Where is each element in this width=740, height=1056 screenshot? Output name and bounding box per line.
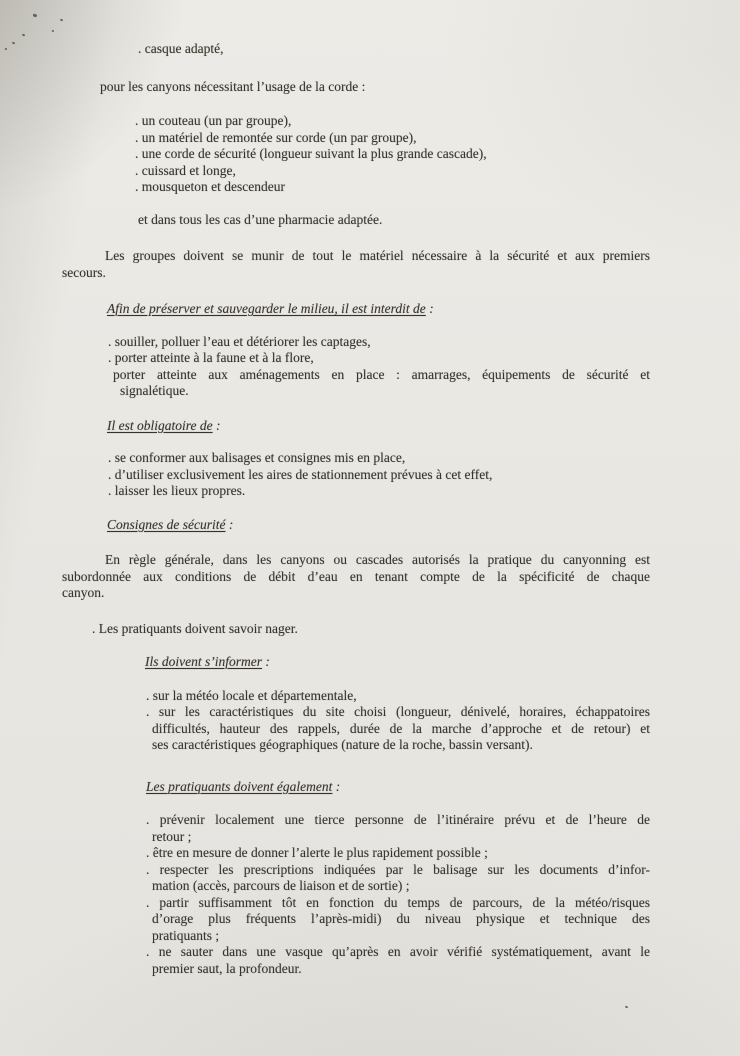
text-line (146, 812, 650, 829)
text-line (152, 878, 650, 895)
text-line (138, 212, 650, 229)
text-run: . un matériel de remontée sur corde (un par groupe), (135, 129, 417, 145)
text-line (152, 911, 650, 928)
section-heading (107, 301, 650, 318)
text-line (120, 383, 650, 400)
text-run: . porter atteinte à la faune et à la flore, (108, 350, 314, 365)
text-line (108, 450, 650, 467)
text-line (146, 944, 650, 961)
text-run: difficultés, hauteur des rappels, durée de la marche d’approche et de retour) et (152, 720, 650, 736)
text-run: Les pratiquants doivent également (146, 778, 333, 794)
text-line (135, 130, 650, 147)
text-line (146, 688, 650, 705)
text-line (105, 552, 650, 569)
text-run: Il est obligatoire de (107, 417, 213, 433)
text-line (138, 41, 650, 58)
text-run: . un couteau (un par groupe), (135, 113, 292, 128)
section-heading (145, 654, 650, 671)
text-run: retour ; (152, 828, 192, 844)
heading-colon: : (262, 654, 270, 669)
text-run: . laisser les lieux propres. (108, 483, 246, 498)
text-line (152, 721, 650, 738)
text-run: signalétique. (120, 383, 189, 398)
text-run: Consignes de sécurité (107, 516, 226, 532)
heading-colon: : (212, 417, 221, 433)
heading-colon: : (425, 301, 434, 316)
text-line (146, 895, 650, 912)
text-run: subordonnée aux conditions de débit d’eau en tenant compte de la spécificité de chaque (62, 568, 650, 584)
text-line (105, 248, 650, 265)
text-run: porter atteinte aux aménagements en place : amarrages, équipements de sécurité et (113, 366, 650, 382)
text-line (108, 350, 650, 367)
text-run: . être en mesure de donner l’alerte le plus rapidement possible ; (146, 845, 488, 860)
section-heading (107, 418, 650, 435)
text-run: Les groupes doivent se munir de tout le matériel nécessaire à la sécurité et aux premiers (105, 248, 650, 263)
text-line (92, 621, 650, 638)
section-heading (146, 779, 650, 796)
text-line (62, 585, 650, 602)
text-run: secours. (62, 264, 106, 280)
text-run: . respecter les prescriptions indiquées par le balisage sur les documents d’infor- (146, 861, 650, 877)
text-line (152, 928, 650, 945)
text-line (108, 483, 650, 500)
text-run: . ne sauter dans une vasque qu’après en avoir vérifié systématiquement, avant le (146, 944, 650, 959)
text-run: pratiquants ; (152, 927, 220, 943)
text-line (62, 265, 650, 282)
text-run: . d’utiliser exclusivement les aires de stationnement prévues à cet effet, (108, 466, 493, 482)
text-run: . sur la météo locale et départementale, (146, 687, 357, 703)
text-run: ses caractéristiques géographiques (nature de la roche, bassin versant). (152, 737, 533, 752)
text-line (135, 163, 650, 180)
text-line (146, 845, 650, 862)
text-run: et dans tous les cas d’une pharmacie adaptée. (138, 211, 383, 227)
text-line (146, 862, 650, 879)
text-line (146, 704, 650, 721)
text-line (62, 569, 650, 586)
text-line (152, 961, 650, 978)
text-run: . se conformer aux balisages et consignes mis en place, (108, 450, 406, 465)
text-line (152, 737, 650, 754)
text-run: premier saut, la profondeur. (152, 960, 302, 976)
text-line (100, 79, 650, 96)
text-line (108, 467, 650, 484)
heading-colon: : (225, 516, 234, 532)
text-run: d’orage plus fréquents l’après-midi) du niveau physique et technique des (152, 911, 650, 926)
text-run: . souiller, polluer l’eau et détériorer les captages, (108, 333, 371, 349)
text-run: . partir suffisamment tôt en fonction du temps de parcours, de la météo/risques (146, 894, 650, 910)
text-run: . une corde de sécurité (longueur suivant la plus grande cascade), (135, 146, 487, 161)
section-heading (107, 517, 650, 534)
text-line (108, 334, 650, 351)
text-run: . cuissard et longe, (135, 162, 236, 178)
text-run: . Les pratiquants doivent savoir nager. (92, 620, 298, 636)
text-line (152, 829, 650, 846)
text-line (113, 367, 650, 384)
text-run: Ils doivent s’informer (145, 654, 262, 669)
text-run: . casque adapté, (138, 41, 224, 56)
text-run: . sur les caractéristiques du site choisi (longueur, dénivelé, horaires, échappatoires (146, 704, 650, 719)
text-run: canyon. (62, 585, 105, 600)
text-run: . prévenir localement une tierce personne de l’itinéraire prévu et de l’heure de (146, 812, 650, 827)
text-run: pour les canyons nécessitant l’usage de la corde : (100, 78, 366, 94)
text-line (135, 113, 650, 130)
text-run: Afin de préserver et sauvegarder le milieu, il est interdit de (107, 301, 426, 316)
text-run: . mousqueton et descendeur (135, 179, 285, 194)
text-line (135, 146, 650, 163)
text-run: mation (accès, parcours de liaison et de sortie) ; (152, 878, 410, 893)
ink-speck (625, 1005, 629, 1008)
heading-colon: : (332, 778, 341, 794)
text-line (135, 179, 650, 196)
text-run: En règle générale, dans les canyons ou cascades autorisés la pratique du canyonning est (105, 552, 650, 567)
